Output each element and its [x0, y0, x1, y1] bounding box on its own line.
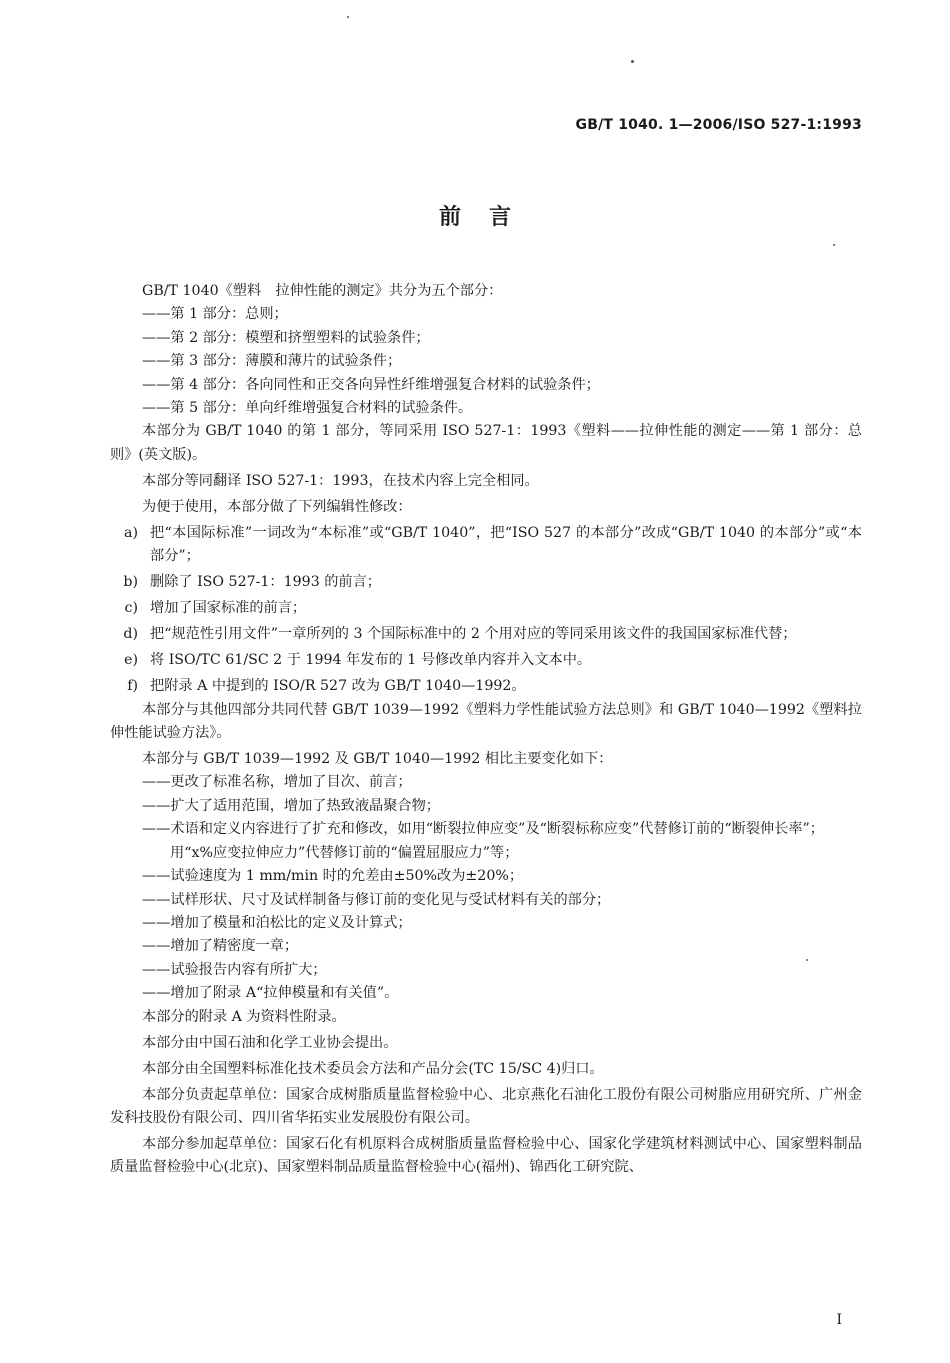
- list-item: ——第 5 部分：单向纤维增强复合材料的试验条件。: [142, 400, 473, 417]
- list-item: [110, 675, 862, 698]
- list-item: ——更改了标准名称，增加了目次、前言；: [142, 774, 412, 791]
- paragraph: 本部分由全国塑料标准化技术委员会方法和产品分会(TC 15/SC 4)归口。: [142, 1060, 604, 1077]
- paragraph: 本部分参加起草单位：国家石化有机原料合成树脂质量监督检验中心、国家化学建筑材料测试中心、国家塑料制品质量监督检验中心(北京)、国家塑料制品质量监督检验中心(福州)、锦西化工研究院、: [110, 1135, 862, 1176]
- list-item-label: b): [123, 574, 138, 591]
- paragraph: 本部分与 GB/T 1039—1992 及 GB/T 1040—1992 相比主要变化如下：: [142, 751, 613, 768]
- list-item: ——增加了附录 A“拉伸模量和有关值”。: [142, 985, 399, 1002]
- list-item-text: 把“本国际标准”一词改为“本标准”或“GB/T 1040”，把“ISO 527 的本部分”改成“GB/T 1040 的本部分”或“本部分”；: [150, 524, 862, 565]
- list-item: ——试样形状、尺寸及试样制备与修订前的变化见与受试材料有关的部分；: [142, 891, 611, 908]
- list-item-text: 增加了国家标准的前言；: [150, 600, 307, 617]
- page-title: 前言: [438, 205, 539, 230]
- list-item: [110, 649, 862, 672]
- scan-speck: [631, 60, 634, 63]
- list-item: [110, 571, 862, 594]
- list-item: ——第 1 部分：总则；: [142, 306, 288, 323]
- list-item: ——增加了精密度一章；: [142, 938, 299, 955]
- list-item: ——增加了模量和泊松比的定义及计算式；: [142, 914, 412, 931]
- list-item: [110, 623, 862, 646]
- paragraph: 本部分与其他四部分共同代替 GB/T 1039—1992《塑料力学性能试验方法总则》和 GB/T 1040—1992《塑料拉伸性能试验方法》。: [110, 701, 862, 742]
- paragraph: 为便于使用，本部分做了下列编辑性修改：: [142, 498, 412, 515]
- list-item: [110, 818, 862, 865]
- list-item-text: ——术语和定义内容进行了扩充和修改，如用“断裂拉伸应变”及“断裂标称应变”代替修订前的“断裂伸长率”；用“x%应变拉伸应力”代替修订前的“偏置屈服应力”等；: [142, 821, 824, 861]
- list-item: ——第 2 部分：模塑和挤塑塑料的试验条件；: [142, 329, 430, 346]
- list-item-text: 将 ISO/TC 61/SC 2 于 1994 年发布的 1 号修改单内容并入文本中。: [150, 652, 592, 669]
- intro-paragraph: GB/T 1040《塑料 拉伸性能的测定》共分为五个部分：: [142, 283, 503, 299]
- document-body: [110, 280, 862, 1180]
- standard-code: GB/T 1040. 1—2006/ISO 527-1:1993: [575, 117, 862, 133]
- list-item: ——第 3 部分：薄膜和薄片的试验条件；: [142, 353, 402, 370]
- list-item-text: 把“规范性引用文件”一章所列的 3 个国际标准中的 2 个用对应的等同采用该文件的我国国家标准代替；: [150, 626, 797, 643]
- list-item: ——试验报告内容有所扩大；: [142, 961, 327, 978]
- list-item-text: 删除了 ISO 527-1：1993 的前言；: [150, 574, 381, 591]
- scan-speck: [347, 16, 349, 18]
- paragraph: 本部分为 GB/T 1040 的第 1 部分，等同采用 ISO 527-1：1993《塑料——拉伸性能的测定——第 1 部分：总则》(英文版)。: [110, 423, 862, 463]
- scan-speck: [833, 244, 835, 246]
- list-item-label: e): [124, 652, 138, 669]
- page-number: I: [836, 1312, 842, 1328]
- list-item-text: 把附录 A 中提到的 ISO/R 527 改为 GB/T 1040—1992。: [150, 678, 526, 695]
- list-item-label: c): [124, 600, 138, 617]
- list-item-label: a): [124, 524, 138, 541]
- paragraph: 本部分的附录 A 为资料性附录。: [142, 1008, 346, 1025]
- paragraph: 本部分负责起草单位：国家合成树脂质量监督检验中心、北京燕化石油化工股份有限公司树脂应用研究所、广州金发科技股份有限公司、四川省华拓实业发展股份有限公司。: [110, 1086, 862, 1126]
- list-item-label: d): [123, 626, 138, 643]
- list-item: ——试验速度为 1 mm/min 时的允差由±50%改为±20%；: [142, 868, 524, 885]
- paragraph: 本部分等同翻译 ISO 527-1：1993，在技术内容上完全相同。: [142, 472, 539, 489]
- list-item: [110, 597, 862, 620]
- paragraph: 本部分由中国石油和化学工业协会提出。: [142, 1034, 398, 1051]
- list-item: ——第 4 部分：各向同性和正交各向异性纤维增强复合材料的试验条件；: [142, 376, 600, 393]
- list-item-label: f): [127, 678, 138, 695]
- list-item: [110, 522, 862, 569]
- list-item: ——扩大了适用范围，增加了热致液晶聚合物；: [142, 797, 440, 814]
